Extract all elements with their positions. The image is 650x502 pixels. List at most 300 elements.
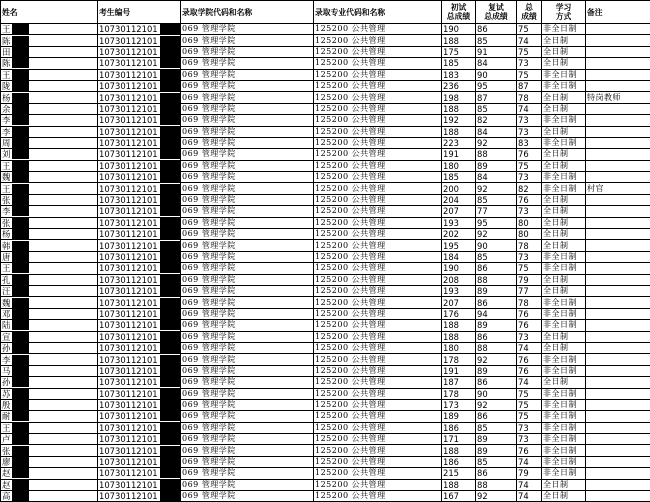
cell-college: 069 管理学院 xyxy=(181,411,314,422)
redaction-bar xyxy=(160,195,181,205)
cell-exam-id xyxy=(98,331,181,342)
cell-major: 125200 公共管理 xyxy=(314,411,442,422)
redaction-bar xyxy=(160,81,181,91)
cell-study-mode: 全日制 xyxy=(542,58,586,69)
cell-note xyxy=(586,263,650,274)
cell-name-text: 孙 xyxy=(2,343,10,353)
cell-note xyxy=(586,308,650,319)
cell-retest-score: 84 xyxy=(476,58,517,69)
cell-study-mode: 全日制 xyxy=(542,206,586,217)
cell-total-score: 73 xyxy=(517,206,542,217)
cell-exam-id-text: 10730112101 xyxy=(99,47,158,57)
cell-name-text: 宣 xyxy=(2,332,10,342)
redaction-bar xyxy=(160,298,181,308)
cell-name-text: 王 xyxy=(2,24,10,34)
cell-note xyxy=(586,240,650,251)
cell-name-text: 陇 xyxy=(2,81,10,91)
cell-initial-score: 189 xyxy=(442,411,476,422)
cell-total-score: 74 xyxy=(517,377,542,388)
table-row xyxy=(1,69,650,80)
cell-name xyxy=(1,80,98,91)
cell-note xyxy=(586,160,650,171)
cell-initial-score: 215 xyxy=(442,468,476,479)
cell-initial-score: 204 xyxy=(442,194,476,205)
cell-major: 125200 公共管理 xyxy=(314,445,442,456)
cell-exam-id xyxy=(98,274,181,285)
cell-name xyxy=(1,149,98,160)
cell-college: 069 管理学院 xyxy=(181,388,314,399)
cell-name xyxy=(1,365,98,376)
cell-total-score: 73 xyxy=(517,126,542,137)
cell-major: 125200 公共管理 xyxy=(314,229,442,240)
table-row xyxy=(1,183,650,194)
cell-exam-id xyxy=(98,24,181,35)
redaction-bar xyxy=(12,332,29,342)
cell-exam-id-text: 10730112101 xyxy=(99,58,158,68)
cell-name-text: 汪 xyxy=(2,286,10,296)
header-note: 备注 xyxy=(586,1,650,24)
redaction-bar xyxy=(12,115,29,125)
cell-note xyxy=(586,434,650,445)
cell-initial-score: 191 xyxy=(442,365,476,376)
redaction-bar xyxy=(12,138,29,148)
redaction-bar xyxy=(160,252,181,262)
redaction-bar xyxy=(12,70,29,80)
cell-total-score: 83 xyxy=(517,137,542,148)
cell-exam-id xyxy=(98,491,181,502)
cell-retest-score: 89 xyxy=(476,285,517,296)
cell-major: 125200 公共管理 xyxy=(314,434,442,445)
cell-exam-id xyxy=(98,445,181,456)
table-row xyxy=(1,263,650,274)
cell-total-score: 75 xyxy=(517,411,542,422)
cell-retest-score: 92 xyxy=(476,229,517,240)
cell-exam-id xyxy=(98,285,181,296)
cell-exam-id xyxy=(98,126,181,137)
cell-retest-score: 86 xyxy=(476,411,517,422)
cell-college: 069 管理学院 xyxy=(181,46,314,57)
table-row xyxy=(1,92,650,103)
cell-major: 125200 公共管理 xyxy=(314,126,442,137)
cell-major: 125200 公共管理 xyxy=(314,217,442,228)
cell-college: 069 管理学院 xyxy=(181,377,314,388)
cell-exam-id xyxy=(98,297,181,308)
cell-retest-score: 90 xyxy=(476,240,517,251)
cell-major: 125200 公共管理 xyxy=(314,80,442,91)
redaction-bar xyxy=(12,275,29,285)
cell-note: 特岗教师 xyxy=(586,92,650,103)
table-body xyxy=(1,24,650,502)
cell-name-text: 陈 xyxy=(2,36,10,46)
redaction-bar xyxy=(12,298,29,308)
cell-total-score: 76 xyxy=(517,320,542,331)
cell-major: 125200 公共管理 xyxy=(314,240,442,251)
cell-study-mode: 全日制 xyxy=(542,342,586,353)
cell-initial-score: 193 xyxy=(442,285,476,296)
redaction-bar xyxy=(160,411,181,421)
cell-college: 069 管理学院 xyxy=(181,331,314,342)
cell-total-score: 75 xyxy=(517,388,542,399)
cell-exam-id-text: 10730112101 xyxy=(99,468,158,478)
cell-name xyxy=(1,217,98,228)
cell-study-mode: 全日制 xyxy=(542,479,586,490)
cell-retest-score: 77 xyxy=(476,206,517,217)
cell-major: 125200 公共管理 xyxy=(314,24,442,35)
cell-retest-score: 89 xyxy=(476,320,517,331)
cell-study-mode: 非全日制 xyxy=(542,422,586,433)
cell-name-text: 王 xyxy=(2,423,10,433)
table-row xyxy=(1,103,650,114)
header-study-mode: 学习 方式 xyxy=(542,1,586,24)
cell-name-text: 廖 xyxy=(2,457,10,467)
cell-retest-score: 84 xyxy=(476,172,517,183)
cell-name-text: 赵 xyxy=(2,480,10,490)
table-row xyxy=(1,445,650,456)
cell-retest-score: 94 xyxy=(476,308,517,319)
cell-initial-score: 207 xyxy=(442,297,476,308)
cell-college: 069 管理学院 xyxy=(181,285,314,296)
table-row xyxy=(1,160,650,171)
redaction-bar xyxy=(160,400,181,410)
cell-name xyxy=(1,137,98,148)
cell-exam-id xyxy=(98,377,181,388)
cell-total-score: 78 xyxy=(517,240,542,251)
cell-initial-score: 180 xyxy=(442,342,476,353)
cell-name-text: 卢 xyxy=(2,434,10,444)
cell-study-mode: 非全日制 xyxy=(542,388,586,399)
cell-total-score: 77 xyxy=(517,285,542,296)
cell-note xyxy=(586,468,650,479)
cell-name xyxy=(1,172,98,183)
cell-note xyxy=(586,479,650,490)
cell-note xyxy=(586,172,650,183)
redaction-bar xyxy=(12,24,29,34)
table-row xyxy=(1,137,650,148)
cell-note xyxy=(586,388,650,399)
cell-retest-score: 90 xyxy=(476,388,517,399)
cell-retest-score: 89 xyxy=(476,445,517,456)
cell-study-mode: 全日制 xyxy=(542,229,586,240)
cell-exam-id xyxy=(98,456,181,467)
cell-college: 069 管理学院 xyxy=(181,308,314,319)
redaction-bar xyxy=(160,115,181,125)
redaction-bar xyxy=(160,286,181,296)
cell-initial-score: 173 xyxy=(442,399,476,410)
cell-college: 069 管理学院 xyxy=(181,160,314,171)
cell-retest-score: 86 xyxy=(476,468,517,479)
cell-name-text: 李 xyxy=(2,127,10,137)
redaction-bar xyxy=(12,161,29,171)
cell-study-mode: 非全日制 xyxy=(542,115,586,126)
cell-total-score: 75 xyxy=(517,24,542,35)
cell-exam-id-text: 10730112101 xyxy=(99,81,158,91)
table-row xyxy=(1,24,650,35)
cell-study-mode: 非全日制 xyxy=(542,137,586,148)
cell-initial-score: 167 xyxy=(442,491,476,502)
cell-note xyxy=(586,411,650,422)
cell-exam-id xyxy=(98,183,181,194)
cell-exam-id xyxy=(98,80,181,91)
redaction-bar xyxy=(160,138,181,148)
redaction-bar xyxy=(12,434,29,444)
cell-initial-score: 175 xyxy=(442,46,476,57)
cell-retest-score: 88 xyxy=(476,274,517,285)
cell-retest-score: 87 xyxy=(476,92,517,103)
cell-exam-id-text: 10730112101 xyxy=(99,355,158,365)
cell-name xyxy=(1,160,98,171)
cell-major: 125200 公共管理 xyxy=(314,46,442,57)
cell-major: 125200 公共管理 xyxy=(314,149,442,160)
redaction-bar xyxy=(12,355,29,365)
cell-initial-score: 193 xyxy=(442,217,476,228)
cell-retest-score: 86 xyxy=(476,24,517,35)
cell-total-score: 73 xyxy=(517,434,542,445)
cell-exam-id-text: 10730112101 xyxy=(99,36,158,46)
cell-name-text: 李 xyxy=(2,355,10,365)
table-row xyxy=(1,115,650,126)
redaction-bar xyxy=(160,491,181,501)
cell-college: 069 管理学院 xyxy=(181,445,314,456)
cell-name xyxy=(1,342,98,353)
cell-note xyxy=(586,331,650,342)
table-row xyxy=(1,468,650,479)
cell-exam-id-text: 10730112101 xyxy=(99,389,158,399)
cell-exam-id xyxy=(98,35,181,46)
cell-name xyxy=(1,399,98,410)
redaction-bar xyxy=(12,480,29,490)
cell-total-score: 79 xyxy=(517,274,542,285)
cell-total-score: 76 xyxy=(517,445,542,456)
cell-college: 069 管理学院 xyxy=(181,149,314,160)
cell-initial-score: 183 xyxy=(442,69,476,80)
cell-retest-score: 86 xyxy=(476,377,517,388)
cell-name-text: 王 xyxy=(2,161,10,171)
cell-name xyxy=(1,58,98,69)
cell-note xyxy=(586,251,650,262)
header-total-score: 总 成绩 xyxy=(517,1,542,24)
cell-name-text: 陆 xyxy=(2,320,10,330)
table-row xyxy=(1,377,650,388)
redaction-bar xyxy=(12,263,29,273)
cell-college: 069 管理学院 xyxy=(181,468,314,479)
redaction-bar xyxy=(12,252,29,262)
cell-name-text: 孙 xyxy=(2,377,10,387)
cell-name xyxy=(1,308,98,319)
redaction-bar xyxy=(160,389,181,399)
redaction-bar xyxy=(160,206,181,216)
cell-major: 125200 公共管理 xyxy=(314,377,442,388)
cell-name xyxy=(1,240,98,251)
table-row xyxy=(1,274,650,285)
cell-major: 125200 公共管理 xyxy=(314,422,442,433)
cell-retest-score: 86 xyxy=(476,263,517,274)
cell-college: 069 管理学院 xyxy=(181,297,314,308)
redaction-bar xyxy=(160,218,181,228)
cell-initial-score: 208 xyxy=(442,274,476,285)
cell-initial-score: 188 xyxy=(442,35,476,46)
cell-initial-score: 184 xyxy=(442,251,476,262)
cell-exam-id-text: 10730112101 xyxy=(99,320,158,330)
redaction-bar xyxy=(12,81,29,91)
cell-note xyxy=(586,35,650,46)
cell-name xyxy=(1,229,98,240)
cell-note xyxy=(586,297,650,308)
cell-major: 125200 公共管理 xyxy=(314,297,442,308)
cell-total-score: 74 xyxy=(517,342,542,353)
cell-total-score: 76 xyxy=(517,149,542,160)
cell-major: 125200 公共管理 xyxy=(314,137,442,148)
redaction-bar xyxy=(160,343,181,353)
cell-study-mode: 全日制 xyxy=(542,46,586,57)
cell-name xyxy=(1,411,98,422)
table-row xyxy=(1,342,650,353)
cell-major: 125200 公共管理 xyxy=(314,308,442,319)
cell-retest-score: 86 xyxy=(476,331,517,342)
cell-exam-id xyxy=(98,388,181,399)
cell-exam-id xyxy=(98,229,181,240)
cell-total-score: 76 xyxy=(517,308,542,319)
cell-name-text: 殷 xyxy=(2,400,10,410)
redaction-bar xyxy=(12,309,29,319)
cell-note xyxy=(586,217,650,228)
redaction-bar xyxy=(12,184,29,194)
cell-name xyxy=(1,263,98,274)
redaction-bar xyxy=(12,286,29,296)
cell-total-score: 73 xyxy=(517,58,542,69)
cell-total-score: 75 xyxy=(517,46,542,57)
redaction-bar xyxy=(12,320,29,330)
cell-exam-id-text: 10730112101 xyxy=(99,263,158,273)
cell-name-text: 陈 xyxy=(2,58,10,68)
header-retest-score: 复试 总成绩 xyxy=(476,1,517,24)
cell-initial-score: 178 xyxy=(442,388,476,399)
cell-exam-id-text: 10730112101 xyxy=(99,446,158,456)
cell-exam-id-text: 10730112101 xyxy=(99,172,158,182)
cell-exam-id xyxy=(98,434,181,445)
cell-name xyxy=(1,69,98,80)
cell-initial-score: 190 xyxy=(442,24,476,35)
cell-note xyxy=(586,342,650,353)
cell-exam-id-text: 10730112101 xyxy=(99,241,158,251)
cell-exam-id xyxy=(98,115,181,126)
table-row xyxy=(1,422,650,433)
redaction-bar xyxy=(160,366,181,376)
cell-initial-score: 186 xyxy=(442,456,476,467)
cell-major: 125200 公共管理 xyxy=(314,388,442,399)
cell-initial-score: 198 xyxy=(442,92,476,103)
redaction-bar xyxy=(160,423,181,433)
cell-college: 069 管理学院 xyxy=(181,399,314,410)
cell-name xyxy=(1,183,98,194)
cell-name-text: 李 xyxy=(2,206,10,216)
header-row xyxy=(1,1,650,24)
cell-name-text: 张 xyxy=(2,446,10,456)
cell-exam-id xyxy=(98,58,181,69)
cell-major: 125200 公共管理 xyxy=(314,491,442,502)
cell-college: 069 管理学院 xyxy=(181,58,314,69)
cell-study-mode: 全日制 xyxy=(542,285,586,296)
redaction-bar xyxy=(12,104,29,114)
redaction-bar xyxy=(12,400,29,410)
redaction-bar xyxy=(12,411,29,421)
cell-initial-score: 207 xyxy=(442,206,476,217)
cell-name-text: 马 xyxy=(2,366,10,376)
cell-name-text: 韩 xyxy=(2,241,10,251)
cell-retest-score: 92 xyxy=(476,137,517,148)
cell-name-text: 孔 xyxy=(2,275,10,285)
cell-college: 069 管理学院 xyxy=(181,320,314,331)
cell-total-score: 73 xyxy=(517,251,542,262)
cell-name-text: 耐 xyxy=(2,411,10,421)
table-row xyxy=(1,46,650,57)
cell-exam-id xyxy=(98,92,181,103)
cell-name xyxy=(1,274,98,285)
cell-note xyxy=(586,24,650,35)
cell-total-score: 73 xyxy=(517,422,542,433)
redaction-bar xyxy=(160,127,181,137)
cell-college: 069 管理学院 xyxy=(181,35,314,46)
cell-college: 069 管理学院 xyxy=(181,354,314,365)
cell-initial-score: 188 xyxy=(442,103,476,114)
cell-name xyxy=(1,445,98,456)
cell-exam-id-text: 10730112101 xyxy=(99,127,158,137)
cell-total-score: 73 xyxy=(517,331,542,342)
cell-note xyxy=(586,445,650,456)
cell-major: 125200 公共管理 xyxy=(314,183,442,194)
redaction-bar xyxy=(160,263,181,273)
cell-study-mode: 全日制 xyxy=(542,491,586,502)
redaction-bar xyxy=(12,149,29,159)
redaction-bar xyxy=(160,229,181,239)
cell-college: 069 管理学院 xyxy=(181,115,314,126)
cell-exam-id-text: 10730112101 xyxy=(99,104,158,114)
cell-exam-id-text: 10730112101 xyxy=(99,332,158,342)
cell-initial-score: 192 xyxy=(442,115,476,126)
table-row xyxy=(1,331,650,342)
cell-note xyxy=(586,354,650,365)
cell-college: 069 管理学院 xyxy=(181,240,314,251)
redaction-bar xyxy=(160,309,181,319)
table-row xyxy=(1,456,650,467)
cell-college: 069 管理学院 xyxy=(181,491,314,502)
cell-name-text: 魏 xyxy=(2,298,10,308)
cell-exam-id-text: 10730112101 xyxy=(99,366,158,376)
cell-note xyxy=(586,137,650,148)
cell-name-text: 张 xyxy=(2,195,10,205)
cell-retest-score: 89 xyxy=(476,160,517,171)
cell-total-score: 78 xyxy=(517,92,542,103)
cell-major: 125200 公共管理 xyxy=(314,115,442,126)
cell-name xyxy=(1,115,98,126)
cell-initial-score: 223 xyxy=(442,137,476,148)
cell-exam-id xyxy=(98,149,181,160)
cell-exam-id-text: 10730112101 xyxy=(99,70,158,80)
cell-college: 069 管理学院 xyxy=(181,69,314,80)
cell-exam-id xyxy=(98,468,181,479)
header-initial-score: 初试 总成绩 xyxy=(442,1,476,24)
cell-major: 125200 公共管理 xyxy=(314,160,442,171)
cell-initial-score: 176 xyxy=(442,308,476,319)
cell-note xyxy=(586,103,650,114)
cell-name-text: 杨 xyxy=(2,93,10,103)
cell-exam-id xyxy=(98,137,181,148)
redaction-bar xyxy=(12,47,29,57)
cell-retest-score: 86 xyxy=(476,297,517,308)
redaction-bar xyxy=(160,47,181,57)
cell-note xyxy=(586,491,650,502)
cell-name xyxy=(1,434,98,445)
cell-name-text: 王 xyxy=(2,263,10,273)
